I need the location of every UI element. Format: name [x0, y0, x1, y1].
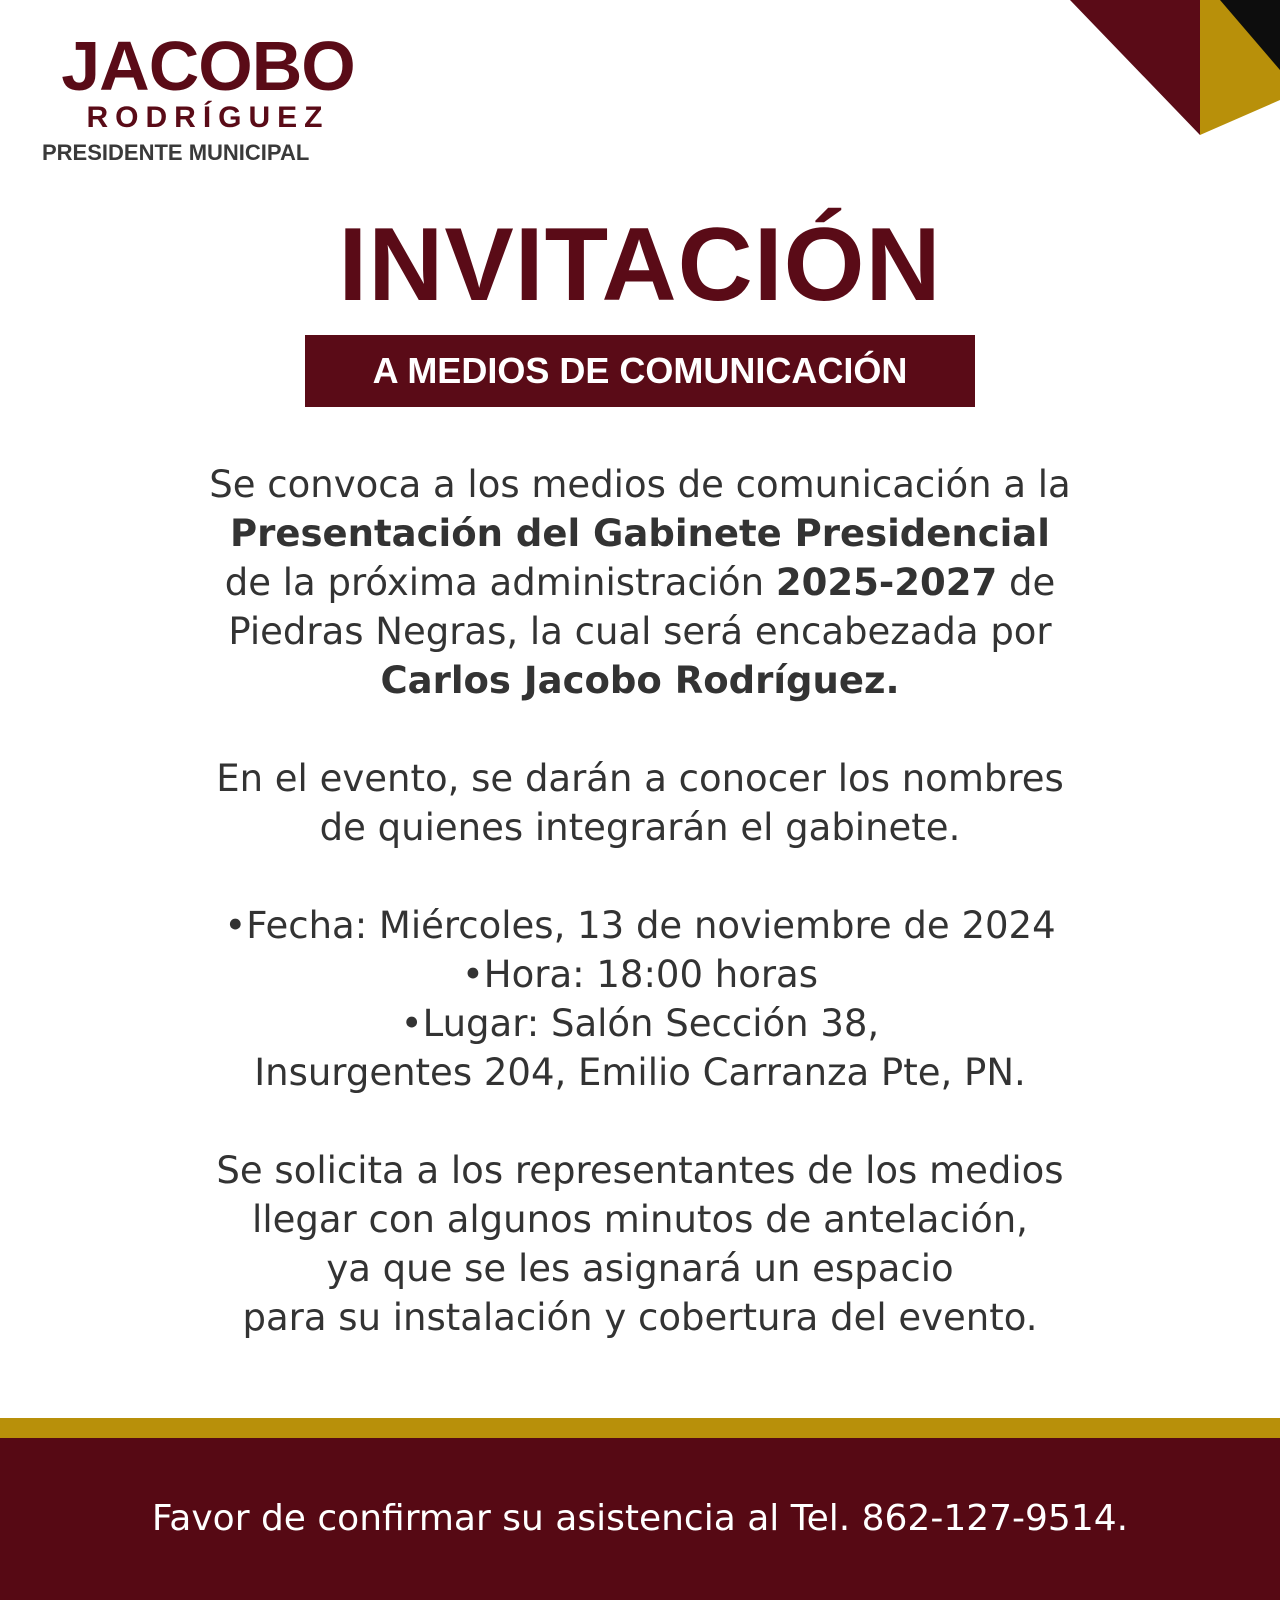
paragraph1-line5: Carlos Jacobo Rodríguez.	[380, 659, 900, 702]
paragraph1-line4: Piedras Negras, la cual será encabezada por	[228, 610, 1052, 653]
paragraph3-line1: Se solicita a los representantes de los medios	[216, 1149, 1064, 1192]
paragraph3-line3: ya que se les asignará un espacio	[326, 1247, 954, 1290]
logo-name: JACOBO	[61, 27, 355, 105]
detail-hora: •Hora: 18:00 horas	[461, 953, 819, 996]
logo-role: PRESIDENTE MUNICIPAL	[42, 140, 310, 165]
detail-fecha: •Fecha: Miércoles, 13 de noviembre de 2024	[224, 904, 1056, 947]
paragraph1-line2: Presentación del Gabinete Presidencial	[230, 512, 1050, 555]
logo	[38, 27, 378, 166]
detail-direccion: Insurgentes 204, Emilio Carranza Pte, PN.	[254, 1051, 1026, 1094]
paragraph1-line1: Se convoca a los medios de comunicación a la	[209, 463, 1071, 506]
subtitle-banner: A MEDIOS DE COMUNICACIÓN	[305, 335, 975, 407]
gold-divider	[0, 1418, 1280, 1438]
footer-text: Favor de confirmar su asistencia al Tel. 862-127-9514.	[151, 1498, 1129, 1539]
paragraph1-line3-years: 2025-2027	[775, 561, 998, 604]
detail-lugar: •Lugar: Salón Sección 38,	[400, 1002, 880, 1045]
paragraph1-line3	[100, 558, 1180, 607]
invitation-body	[100, 460, 1180, 1342]
page-title: INVITACIÓN	[338, 207, 942, 323]
logo-surname: RODRÍGUEZ	[86, 101, 330, 134]
paragraph2-line2: de quienes integrarán el gabinete.	[319, 806, 961, 849]
paragraph1-line3-post: de	[997, 561, 1056, 604]
paragraph2-line1: En el evento, se darán a conocer los nombres	[216, 757, 1064, 800]
paragraph3-line4: para su instalación y cobertura del evento.	[242, 1296, 1038, 1339]
paragraph1-line3-pre: de la próxima administración	[224, 561, 776, 604]
header	[0, 205, 1280, 407]
footer	[0, 1438, 1280, 1600]
corner-decoration	[1070, 0, 1280, 140]
paragraph3-line2: llegar con algunos minutos de antelación,	[252, 1198, 1028, 1241]
